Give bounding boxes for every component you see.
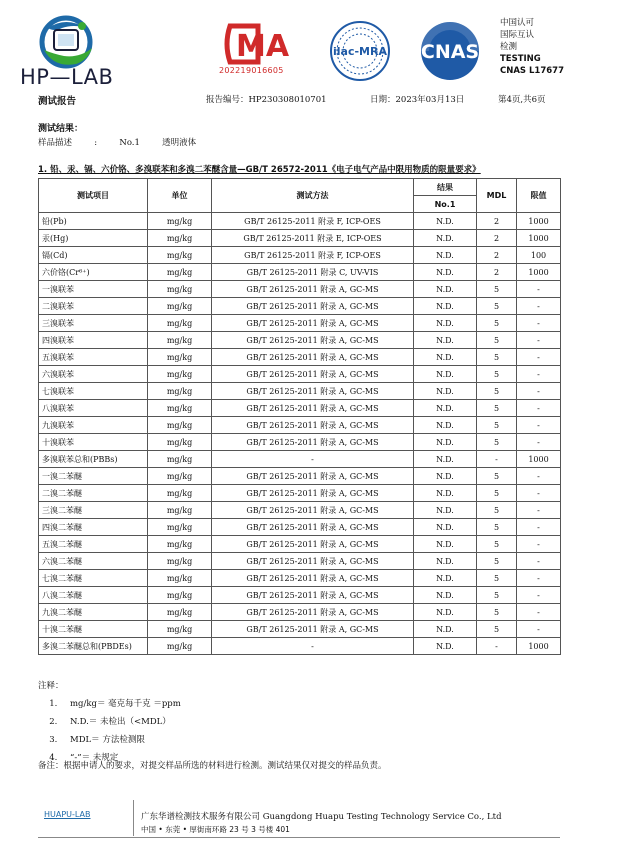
sample-label: 样品描述 [38,138,73,148]
cell-unit: mg/kg [148,417,212,434]
cell-unit: mg/kg [148,264,212,281]
cell-unit: mg/kg [148,332,212,349]
header-unit: 单位 [148,179,212,213]
cnas-line: 检测 [500,42,518,52]
cell-item: 七溴联苯 [39,383,148,400]
cell-mdl: 5 [477,570,517,587]
cell-mdl: 5 [477,281,517,298]
cell-result: N.D. [414,315,477,332]
cell-item: 六溴联苯 [39,366,148,383]
table-row [39,400,561,417]
cell-mdl: 5 [477,366,517,383]
cell-unit: mg/kg [148,621,212,638]
cell-limit: - [517,519,561,536]
cell-mdl: 5 [477,519,517,536]
cell-limit: - [517,570,561,587]
cell-result: N.D. [414,298,477,315]
cma-mark: MA [236,29,290,64]
table-row [39,417,561,434]
cell-result: N.D. [414,638,477,655]
cma-logo [222,22,294,66]
cell-result: N.D. [414,570,477,587]
cell-limit: - [517,400,561,417]
cell-limit: - [517,315,561,332]
table-row [39,519,561,536]
cell-result: N.D. [414,383,477,400]
header-limit: 限值 [517,179,561,213]
table-row [39,451,561,468]
cell-unit: mg/kg [148,604,212,621]
table-row [39,230,561,247]
cell-unit: mg/kg [148,298,212,315]
cell-item: 五溴二苯醚 [39,536,148,553]
cell-mdl: 5 [477,417,517,434]
cell-result: N.D. [414,417,477,434]
cell-item: 九溴二苯醚 [39,604,148,621]
header-mdl: MDL [477,179,517,213]
cell-unit: mg/kg [148,434,212,451]
cell-result: N.D. [414,264,477,281]
cell-result: N.D. [414,621,477,638]
footer-rule [38,837,560,838]
cell-method: GB/T 26125-2011 附录 C, UV-VIS [212,264,414,281]
cell-method: GB/T 26125-2011 附录 A, GC-MS [212,332,414,349]
cell-limit: - [517,417,561,434]
notes-title: 注释： [38,681,64,691]
cell-limit: - [517,366,561,383]
cell-limit: - [517,434,561,451]
report-date: 日期：2023年03月13日 [370,95,465,105]
cell-unit: mg/kg [148,519,212,536]
sample-description-row [38,136,196,148]
note-item: 3. MDL＝ 方法检测限 [60,731,181,749]
cell-result: N.D. [414,349,477,366]
cell-method: GB/T 26125-2011 附录 A, GC-MS [212,366,414,383]
cell-result: N.D. [414,604,477,621]
note-item: 4. “-”＝ 未规定 [60,749,181,767]
cell-limit: - [517,349,561,366]
cell-mdl: 5 [477,434,517,451]
cell-method: GB/T 26125-2011 附录 A, GC-MS [212,621,414,638]
cell-unit: mg/kg [148,536,212,553]
cell-method: GB/T 26125-2011 附录 A, GC-MS [212,604,414,621]
cell-limit: - [517,621,561,638]
header-item: 测试项目 [39,179,148,213]
cell-limit: - [517,468,561,485]
cell-result: N.D. [414,213,477,230]
cell-result: N.D. [414,434,477,451]
cell-unit: mg/kg [148,213,212,230]
cell-limit: 1000 [517,230,561,247]
cell-limit: 1000 [517,451,561,468]
cell-mdl: 5 [477,621,517,638]
cell-result: N.D. [414,519,477,536]
cell-result: N.D. [414,553,477,570]
notes [38,677,181,767]
cell-unit: mg/kg [148,349,212,366]
cell-method: GB/T 26125-2011 附录 A, GC-MS [212,434,414,451]
cell-unit: mg/kg [148,587,212,604]
cell-method: GB/T 26125-2011 附录 E, ICP-OES [212,230,414,247]
cell-method: GB/T 26125-2011 附录 A, GC-MS [212,281,414,298]
cell-mdl: 5 [477,587,517,604]
cell-limit: 1000 [517,638,561,655]
cell-mdl: 2 [477,213,517,230]
cell-unit: mg/kg [148,400,212,417]
cell-method: GB/T 26125-2011 附录 A, GC-MS [212,587,414,604]
cell-item: 一溴二苯醚 [39,468,148,485]
cell-mdl: 5 [477,604,517,621]
cell-unit: mg/kg [148,281,212,298]
cell-result: N.D. [414,502,477,519]
cell-method: GB/T 26125-2011 附录 A, GC-MS [212,502,414,519]
cell-item: 一溴联苯 [39,281,148,298]
table-row [39,485,561,502]
table-row [39,247,561,264]
cell-mdl: 5 [477,349,517,366]
cnas-line: TESTING [500,54,541,64]
cell-mdl: 5 [477,315,517,332]
cell-method: GB/T 26125-2011 附录 A, GC-MS [212,468,414,485]
table-row [39,383,561,400]
cell-unit: mg/kg [148,451,212,468]
cell-method: GB/T 26125-2011 附录 F, ICP-OES [212,213,414,230]
cell-mdl: 2 [477,247,517,264]
cell-item: 八溴二苯醚 [39,587,148,604]
cell-item: 镉(Cd) [39,247,148,264]
cell-result: N.D. [414,230,477,247]
table-row [39,298,561,315]
cell-mdl: 5 [477,298,517,315]
remark: 备注：根据申请人的要求，对提交样品所选的材料进行检测。测试结果仅对提交的样品负责。 [38,761,387,771]
table-row [39,332,561,349]
table-row [39,621,561,638]
cell-result: N.D. [414,247,477,264]
table-row [39,281,561,298]
cell-unit: mg/kg [148,468,212,485]
cell-limit: - [517,383,561,400]
cnas-line: CNAS L17677 [500,66,564,76]
sample-number: No.1 [119,138,140,148]
cell-method: GB/T 26125-2011 附录 A, GC-MS [212,298,414,315]
sample-description: 透明液体 [162,138,197,148]
notes-list [38,695,181,767]
cell-limit: - [517,502,561,519]
footer-address: 中国 • 东莞 • 厚街南环路 23 号 3 号楼 401 [141,825,290,834]
cell-item: 五溴联苯 [39,349,148,366]
cell-method: - [212,638,414,655]
cell-unit: mg/kg [148,247,212,264]
table-row [39,315,561,332]
cell-mdl: 5 [477,383,517,400]
cell-item: 二溴联苯 [39,298,148,315]
note-item: 1. mg/kg＝ 毫克每千克 ＝ppm [60,695,181,713]
cnas-mark: CNAS [420,41,480,63]
ilac-mra-logo [325,20,395,82]
hp-lab-logo [14,12,122,104]
cell-item: 二溴二苯醚 [39,485,148,502]
cell-mdl: 2 [477,264,517,281]
cell-item: 四溴联苯 [39,332,148,349]
table-row [39,570,561,587]
footer-logo: HUAPU-LAB [44,810,91,819]
cell-result: N.D. [414,587,477,604]
cell-mdl: 5 [477,468,517,485]
cell-item: 铅(Pb) [39,213,148,230]
cell-unit: mg/kg [148,553,212,570]
cell-item: 六溴二苯醚 [39,553,148,570]
table-row [39,502,561,519]
cell-limit: - [517,604,561,621]
cell-unit: mg/kg [148,383,212,400]
cell-method: GB/T 26125-2011 附录 A, GC-MS [212,383,414,400]
cell-item: 六价铬(Cr⁶⁺) [39,264,148,281]
table-row [39,553,561,570]
cell-limit: - [517,587,561,604]
table-row [39,264,561,281]
sample-colon: : [94,138,98,148]
cell-mdl: 2 [477,230,517,247]
cell-item: 多溴联苯总和(PBBs) [39,451,148,468]
cell-mdl: - [477,638,517,655]
cell-unit: mg/kg [148,502,212,519]
cell-limit: - [517,281,561,298]
cell-item: 三溴二苯醚 [39,502,148,519]
cell-result: N.D. [414,281,477,298]
cell-limit: - [517,298,561,315]
cell-unit: mg/kg [148,366,212,383]
cell-item: 多溴二苯醚总和(PBDEs) [39,638,148,655]
cell-mdl: 5 [477,332,517,349]
cnas-line: 国际互认 [500,30,535,40]
report-label: 测试报告 [38,96,77,107]
cell-method: GB/T 26125-2011 附录 A, GC-MS [212,315,414,332]
cell-result: N.D. [414,468,477,485]
table-row [39,349,561,366]
footer-company: 广东华谱检测技术服务有限公司 Guangdong Huapu Testing Technology Service Co., Ltd [141,812,502,822]
cell-mdl: 5 [477,485,517,502]
cnas-accreditation-text [500,17,564,77]
cell-method: GB/T 26125-2011 附录 A, GC-MS [212,349,414,366]
cell-method: GB/T 26125-2011 附录 F, ICP-OES [212,247,414,264]
logo-text: HP—LAB [20,65,114,89]
cell-unit: mg/kg [148,570,212,587]
footer-divider [133,800,134,836]
header-sample: No.1 [414,196,477,213]
cell-limit: 1000 [517,264,561,281]
cell-method: GB/T 26125-2011 附录 A, GC-MS [212,570,414,587]
table-row [39,638,561,655]
cell-item: 四溴二苯醚 [39,519,148,536]
header-method: 测试方法 [212,179,414,213]
cell-result: N.D. [414,536,477,553]
cell-unit: mg/kg [148,485,212,502]
cell-method: GB/T 26125-2011 附录 A, GC-MS [212,417,414,434]
cell-method: - [212,451,414,468]
cell-limit: - [517,332,561,349]
table-row [39,213,561,230]
cell-item: 汞(Hg) [39,230,148,247]
cell-method: GB/T 26125-2011 附录 A, GC-MS [212,519,414,536]
cell-limit: - [517,485,561,502]
cell-method: GB/T 26125-2011 附录 A, GC-MS [212,536,414,553]
note-item: 2. N.D.＝ 未检出（<MDL） [60,713,181,731]
header-result: 结果 [414,179,477,196]
cell-item: 七溴二苯醚 [39,570,148,587]
cell-result: N.D. [414,485,477,502]
cell-result: N.D. [414,400,477,417]
cell-result: N.D. [414,451,477,468]
cell-limit: 1000 [517,213,561,230]
cell-mdl: 5 [477,553,517,570]
cell-mdl: 5 [477,400,517,417]
cell-item: 八溴联苯 [39,400,148,417]
section-title: 1. 铅、汞、镉、六价铬、多溴联苯和多溴二苯醚含量—GB/T 26572-2011《电子电气产品中限用物质的限量要求》 [38,165,481,175]
results-table [38,178,561,655]
cnas-line: 中国认可 [500,18,535,28]
cell-method: GB/T 26125-2011 附录 A, GC-MS [212,553,414,570]
results-title: 测试结果： [38,124,84,134]
cell-result: N.D. [414,332,477,349]
table-row [39,366,561,383]
results-table-body [39,213,561,655]
cell-item: 三溴联苯 [39,315,148,332]
cell-method: GB/T 26125-2011 附录 A, GC-MS [212,400,414,417]
table-row [39,536,561,553]
cell-mdl: 5 [477,536,517,553]
cell-result: N.D. [414,366,477,383]
cell-item: 九溴联苯 [39,417,148,434]
report-number: 报告编号：HP230308010701 [206,95,327,105]
cell-unit: mg/kg [148,638,212,655]
cell-unit: mg/kg [148,230,212,247]
cell-item: 十溴二苯醚 [39,621,148,638]
page-indicator: 第4页,共6页 [498,95,546,105]
cnas-logo [407,20,493,82]
ilac-mark: ilac-MRA [333,45,387,58]
cell-unit: mg/kg [148,315,212,332]
table-row [39,468,561,485]
cell-limit: - [517,553,561,570]
cell-method: GB/T 26125-2011 附录 A, GC-MS [212,485,414,502]
table-row [39,587,561,604]
cma-number: 202219016605 [219,66,284,75]
table-row [39,604,561,621]
cell-mdl: 5 [477,502,517,519]
cell-item: 十溴联苯 [39,434,148,451]
table-row [39,434,561,451]
cell-limit: 100 [517,247,561,264]
cell-mdl: - [477,451,517,468]
cell-limit: - [517,536,561,553]
